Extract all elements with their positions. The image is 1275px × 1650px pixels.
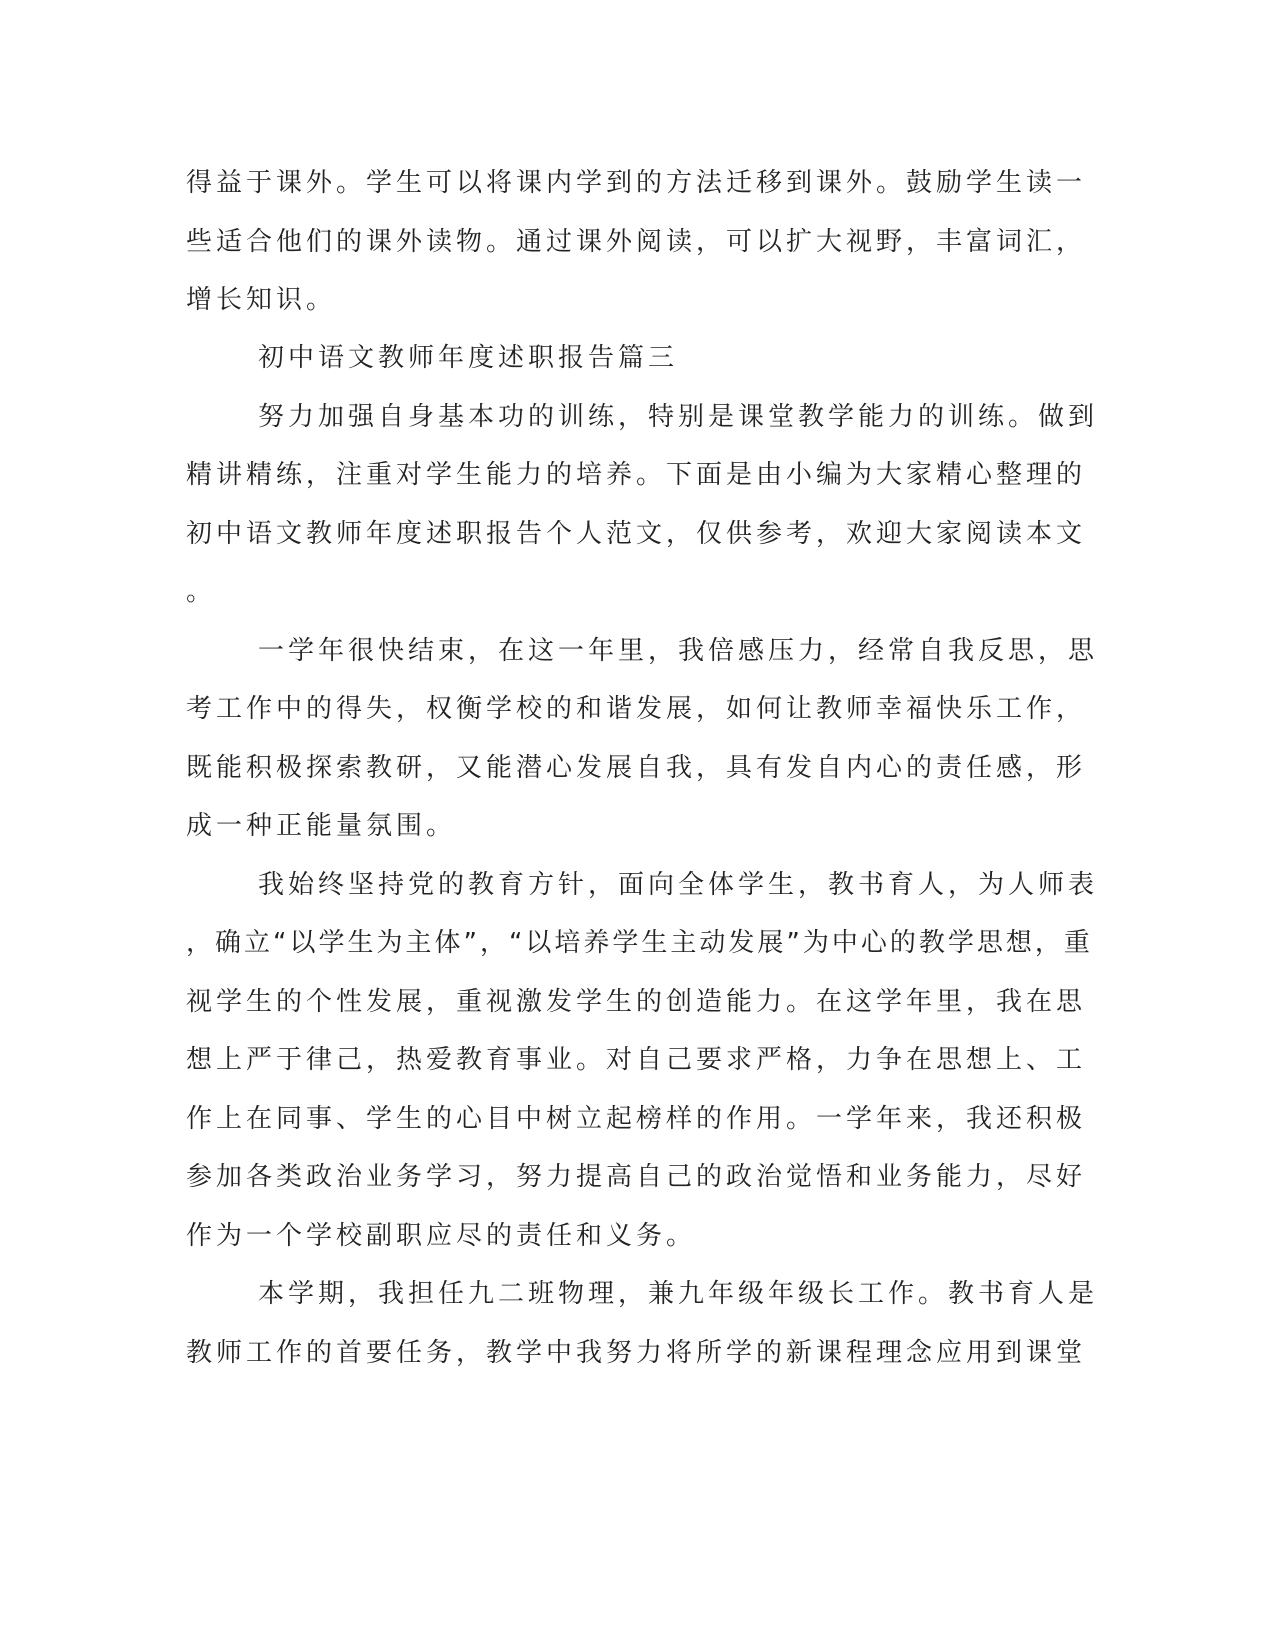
text-line: 成一种正能量氛围。 xyxy=(186,811,457,841)
section-heading: 初中语文教师年度述职报告篇三 xyxy=(258,343,679,373)
text-line: ，确立“以学生为主体”，“以培养学生主动发展”为中心的教学思想，重 xyxy=(186,928,1093,958)
text-line: 一学年很快结束，在这一年里，我倍感压力，经常自我反思，思 xyxy=(258,636,1099,666)
text-line: 教师工作的首要任务，教学中我努力将所学的新课程理念应用到课堂 xyxy=(186,1338,1087,1368)
text-line: 参加各类政治业务学习，努力提高自己的政治觉悟和业务能力，尽好 xyxy=(186,1162,1087,1192)
text-line: 作上在同事、学生的心目中树立起榜样的作用。一学年来，我还积极 xyxy=(186,1104,1087,1134)
text-line: 增长知识。 xyxy=(186,285,337,315)
text-line: 些适合他们的课外读物。通过课外阅读，可以扩大视野，丰富词汇， xyxy=(186,227,1087,257)
text-line: 初中语文教师年度述职报告个人范文，仅供参考，欢迎大家阅读本文 xyxy=(186,519,1087,549)
text-line: 想上严于律己，热爱教育事业。对自己要求严格，力争在思想上、工 xyxy=(186,1045,1087,1075)
text-line: 精讲精练，注重对学生能力的培养。下面是由小编为大家精心整理的 xyxy=(186,460,1087,490)
text-line: 努力加强自身基本功的训练，特别是课堂教学能力的训练。做到 xyxy=(258,402,1099,432)
text-line: 作为一个学校副职应尽的责任和义务。 xyxy=(186,1221,697,1251)
text-line: 视学生的个性发展，重视激发学生的创造能力。在这学年里，我在思 xyxy=(186,987,1087,1017)
text-line: 我始终坚持党的教育方针，面向全体学生，教书育人，为人师表 xyxy=(258,870,1099,900)
text-line: 本学期，我担任九二班物理，兼九年级年级长工作。教书育人是 xyxy=(258,1279,1099,1309)
text-line: 既能积极探索教研，又能潜心发展自我，具有发自内心的责任感，形 xyxy=(186,753,1087,783)
text-line: 。 xyxy=(186,577,217,607)
text-line: 考工作中的得失，权衡学校的和谐发展，如何让教师幸福快乐工作， xyxy=(186,694,1087,724)
text-line: 得益于课外。学生可以将课内学到的方法迁移到课外。鼓励学生读一 xyxy=(186,168,1087,198)
